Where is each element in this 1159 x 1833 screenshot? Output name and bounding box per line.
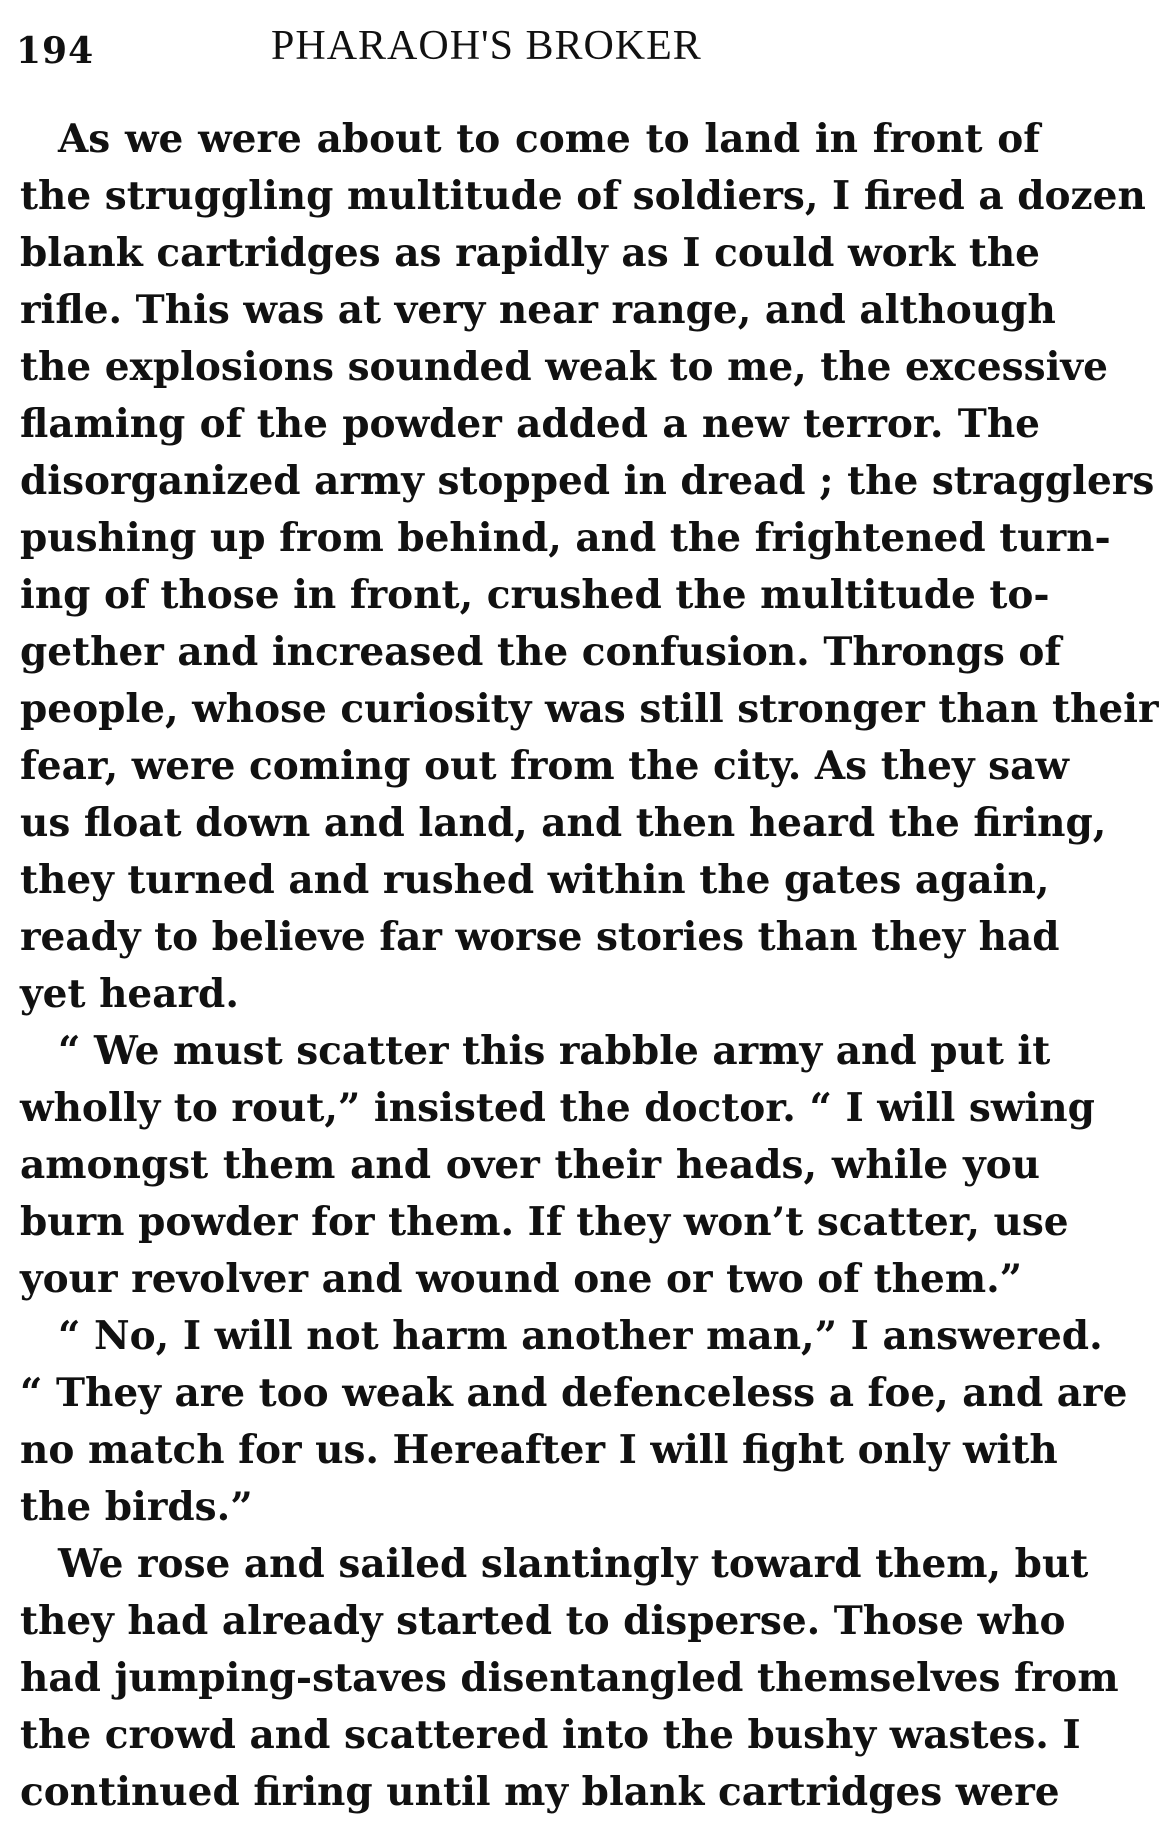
text-line: “ No, I will not harm another man,” I answered. xyxy=(58,1313,1103,1359)
text-line: us float down and land, and then heard the firing, xyxy=(20,800,1107,846)
text-line: your revolver and wound one or two of them.” xyxy=(20,1256,1023,1302)
text-line: wholly to rout,” insisted the doctor. “ I will swing xyxy=(20,1085,1095,1131)
text-line: they turned and rushed within the gates again, xyxy=(20,857,1050,903)
text-line: the crowd and scattered into the bushy wastes. I xyxy=(20,1712,1081,1758)
text-line: people, whose curiosity was still stronger than their xyxy=(20,686,1159,732)
text-line: We rose and sailed slantingly toward them, but xyxy=(58,1541,1089,1587)
text-line: continued firing until my blank cartridges were xyxy=(20,1769,1060,1815)
text-line: blank cartridges as rapidly as I could work the xyxy=(20,230,1040,276)
text-line: ready to believe far worse stories than they had xyxy=(20,914,1060,960)
text-line: amongst them and over their heads, while you xyxy=(20,1142,1040,1188)
text-line: the struggling multitude of soldiers, I fired a dozen xyxy=(20,173,1146,219)
text-line: yet heard. xyxy=(20,971,239,1017)
text-line: fear, were coming out from the city. As they saw xyxy=(20,743,1069,789)
page-header xyxy=(16,18,1046,74)
text-line: ing of those in front, crushed the multitude to- xyxy=(20,572,1050,618)
text-line: they had already started to disperse. Those who xyxy=(20,1598,1066,1644)
text-line: rifle. This was at very near range, and although xyxy=(20,287,1056,333)
text-line: flaming of the powder added a new terror. The xyxy=(20,401,1040,447)
text-line: no match for us. Hereafter I will fight only with xyxy=(20,1427,1058,1473)
text-line: As we were about to come to land in front of xyxy=(58,116,1040,162)
text-line: had jumping-staves disentangled themselves from xyxy=(20,1655,1119,1701)
text-line: the explosions sounded weak to me, the excessive xyxy=(20,344,1108,390)
text-line: pushing up from behind, and the frightened turn- xyxy=(20,515,1111,561)
page-number: 194 xyxy=(16,30,95,72)
text-line: burn powder for them. If they won’t scatter, use xyxy=(20,1199,1069,1245)
text-line: the birds.” xyxy=(20,1484,253,1530)
text-line: “ They are too weak and defenceless a foe, and are xyxy=(20,1370,1128,1416)
text-line: gether and increased the confusion. Throngs of xyxy=(20,629,1062,675)
text-line: “ We must scatter this rabble army and put it xyxy=(58,1028,1051,1074)
body-text xyxy=(20,111,1159,1821)
running-title: PHARAOH'S BROKER xyxy=(271,23,702,69)
text-line: disorganized army stopped in dread ; the stragglers xyxy=(20,458,1155,504)
